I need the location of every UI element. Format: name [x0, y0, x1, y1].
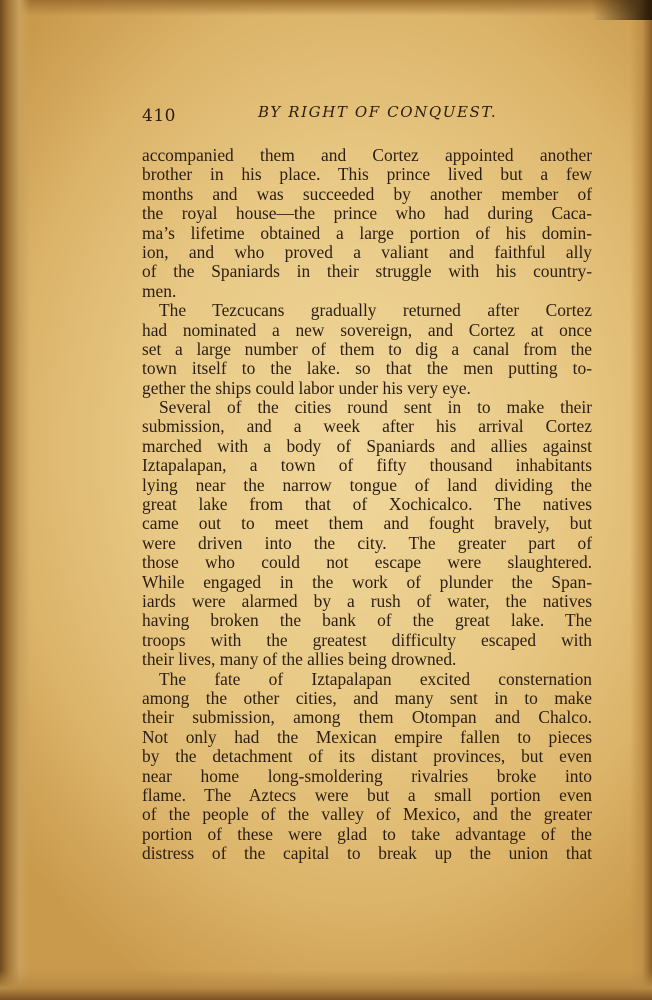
text-line: having broken the bank of the great lake. The — [142, 610, 592, 631]
page-bottom-edge-shadow — [0, 970, 652, 1000]
page-number: 410 — [142, 106, 176, 126]
text-line: Several of the cities round sent in to make their — [159, 397, 592, 418]
text-line: were driven into the city. The greater part of — [142, 532, 592, 553]
text-line: came out to meet them and fought bravely, but — [142, 513, 592, 534]
text-line: among the other cities, and many sent in to make — [142, 687, 592, 708]
text-line: had nominated a new sovereign, and Cortez at once — [142, 319, 592, 340]
text-line: set a large number of them to dig a canal from the — [142, 338, 592, 359]
text-line: by the detachment of its distant provinces, but even — [142, 746, 592, 767]
text-line: brother in his place. This prince lived but a few — [142, 164, 592, 185]
text-line: of the Spaniards in their struggle with his country- — [142, 261, 592, 282]
text-line: portion of these were glad to take advantage of the — [142, 823, 592, 844]
text-line: the royal house—the prince who had during Caca- — [142, 203, 592, 224]
page-top-edge-shadow — [0, 0, 652, 16]
text-line: great lake from that of Xochicalco. The natives — [142, 494, 592, 515]
text-line: ma’s lifetime obtained a large portion of his domin- — [142, 222, 592, 243]
text-line: accompanied them and Cortez appointed another — [142, 145, 592, 165]
page-binding-edge — [0, 0, 30, 1000]
text-line: distress of the capital to break up the union that — [142, 843, 592, 864]
text-line: Iztapalapan, a town of fifty thousand inhabitants — [142, 455, 592, 476]
running-title: BY RIGHT OF CONQUEST. — [258, 103, 498, 121]
text-line: their submission, among them Otompan and Chalco. — [142, 707, 592, 728]
text-line: marched with a body of Spaniards and allies against — [142, 435, 592, 456]
text-line: gether the ships could labor under his very eye. — [142, 377, 471, 398]
page-header — [142, 100, 592, 132]
text-line: troops with the greatest difficulty escaped with — [142, 629, 592, 650]
text-line: submission, and a week after his arrival Cortez — [142, 416, 592, 437]
text-line: flame. The Aztecs were but a small portion even — [142, 784, 592, 805]
text-line: lying near the narrow tongue of land dividing the — [142, 474, 592, 495]
text-line: ion, and who proved a valiant and faithful ally — [142, 241, 592, 262]
text-line: iards were alarmed by a rush of water, the natives — [142, 590, 592, 611]
text-line: months and was succeeded by another member of — [142, 183, 592, 204]
text-line: men. — [142, 280, 177, 301]
text-line: While engaged in the work of plunder the Span- — [142, 571, 592, 592]
text-line: Not only had the Mexican empire fallen to pieces — [142, 726, 592, 747]
text-line: The Tezcucans gradually returned after Cortez — [159, 300, 592, 321]
body-text — [142, 146, 592, 863]
text-line: near home long-smoldering rivalries broke into — [142, 765, 592, 786]
text-line: those who could not escape were slaughtered. — [142, 552, 592, 573]
text-line: town itself to the lake. so that the men putting to- — [142, 358, 592, 379]
page-right-edge-shadow — [630, 0, 652, 1000]
page-corner-shadow — [592, 0, 652, 20]
text-line: The fate of Iztapalapan excited consternation — [159, 668, 592, 689]
text-line: their lives, many of the allies being drowned. — [142, 649, 457, 670]
text-line: of the people of the valley of Mexico, and the greater — [142, 804, 592, 825]
